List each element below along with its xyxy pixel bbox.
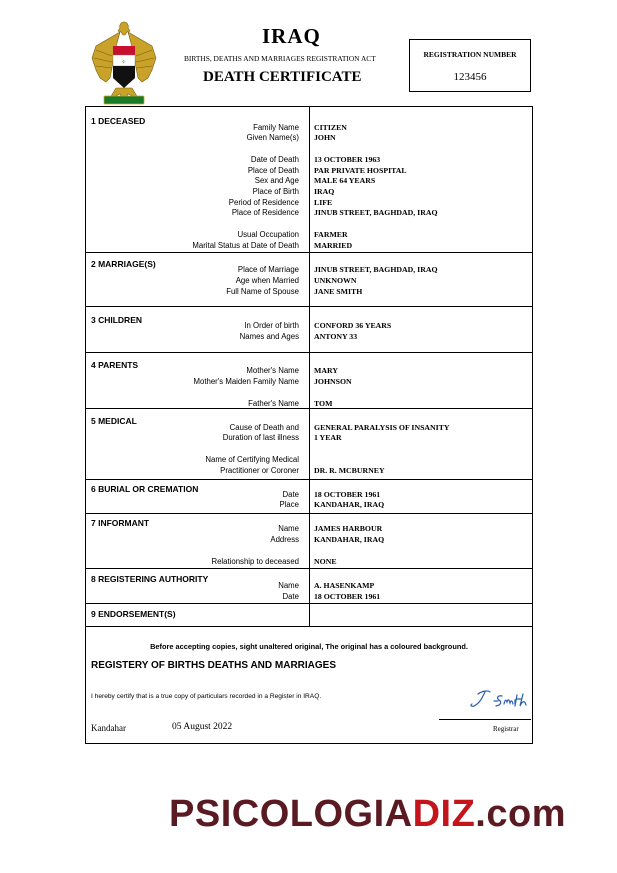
registrar-label: Registrar xyxy=(493,725,519,733)
section-title-informant: 7 INFORMANT xyxy=(91,518,150,528)
field-label: Sex and Age xyxy=(254,176,299,185)
field-label: Family Name xyxy=(253,123,299,132)
field-value: KANDAHAR, IRAQ xyxy=(314,535,385,544)
field-value: JINUB STREET, BAGHDAD, IRAQ xyxy=(314,208,438,217)
certification-text: I hereby certify that is a true copy of particulars recorded in a Register in IRAQ. xyxy=(91,693,322,700)
field-value: MARY xyxy=(314,366,338,375)
field-value: A. HASENKAMP xyxy=(314,581,375,590)
section-title-marriages: 2 MARRIAGE(S) xyxy=(91,259,156,269)
registrar-signature xyxy=(468,688,530,712)
field-label: Usual Occupation xyxy=(237,230,299,239)
field-value: JANE SMITH xyxy=(314,287,363,296)
field-label: In Order of birth xyxy=(244,321,299,330)
field-value: MALE 64 YEARS xyxy=(314,176,376,185)
field-value: PAR PRIVATE HOSPITAL xyxy=(314,166,407,175)
svg-text:☪: ☪ xyxy=(122,59,126,64)
section-title-burial: 6 BURIAL OR CREMATION xyxy=(91,484,199,494)
certificate-title: DEATH CERTIFICATE xyxy=(203,69,362,85)
field-label: Place of Marriage xyxy=(237,265,299,274)
field-value: JINUB STREET, BAGHDAD, IRAQ xyxy=(314,265,438,274)
field-label: Name xyxy=(278,524,299,533)
section-title-registering-authority: 8 REGISTERING AUTHORITY xyxy=(91,574,209,584)
field-label: Date of Death xyxy=(250,155,299,164)
section-title-medical: 5 MEDICAL xyxy=(91,416,137,426)
section-divider xyxy=(86,568,532,569)
field-value: JAMES HARBOUR xyxy=(314,524,383,533)
field-label: Relationship to deceased xyxy=(211,557,299,566)
certificate-form xyxy=(85,106,533,744)
registration-act: BIRTHS, DEATHS AND MARRIAGES REGISTRATION ACT xyxy=(184,54,376,63)
field-value: MARRIED xyxy=(314,241,353,250)
registry-title: REGISTERY OF BIRTHS DEATHS AND MARRIAGES xyxy=(91,660,337,671)
issue-city: Kandahar xyxy=(91,723,126,733)
field-label: Name of Certifying Medical xyxy=(205,455,299,464)
field-value: JOHNSON xyxy=(314,377,352,386)
field-label: Place of Birth xyxy=(252,187,299,196)
field-value: TOM xyxy=(314,399,333,408)
section-title-deceased: 1 DECEASED xyxy=(91,116,146,126)
field-label: Mother's Maiden Family Name xyxy=(193,377,299,386)
section-divider xyxy=(86,603,532,604)
field-label: Date xyxy=(282,592,299,601)
field-value: JOHN xyxy=(314,133,336,142)
field-label: Given Name(s) xyxy=(246,133,299,142)
section-divider xyxy=(86,626,532,627)
field-value: LIFE xyxy=(314,198,333,207)
section-title-parents: 4 PARENTS xyxy=(91,360,139,370)
field-value: ANTONY 33 xyxy=(314,332,358,341)
field-label: Names and Ages xyxy=(239,332,299,341)
section-title-endorsements: 9 ENDORSEMENT(S) xyxy=(91,609,176,619)
field-label: Father's Name xyxy=(248,399,299,408)
section-divider xyxy=(86,513,532,514)
field-label: Duration of last illness xyxy=(222,433,299,442)
field-value: CONFORD 36 YEARS xyxy=(314,321,392,330)
section-divider xyxy=(86,252,532,253)
field-label: Address xyxy=(270,535,299,544)
field-value: IRAQ xyxy=(314,187,335,196)
field-label: Full Name of Spouse xyxy=(226,287,299,296)
watermark-highlight: DIZ xyxy=(412,793,476,835)
field-label: Practitioner or Coroner xyxy=(220,466,299,475)
column-divider xyxy=(309,107,310,626)
field-label: Marital Status at Date of Death xyxy=(192,241,299,250)
watermark-part: .com xyxy=(475,793,566,835)
field-value: 1 YEAR xyxy=(314,433,342,442)
watermark-text xyxy=(169,793,566,836)
field-label: Name xyxy=(278,581,299,590)
field-value: 18 OCTOBER 1961 xyxy=(314,490,381,499)
field-value: 13 OCTOBER 1963 xyxy=(314,155,381,164)
section-divider xyxy=(86,479,532,480)
field-value: DR. R. MCBURNEY xyxy=(314,466,385,475)
field-label: Place xyxy=(279,500,299,509)
field-label: Cause of Death and xyxy=(229,423,299,432)
field-value: NONE xyxy=(314,557,337,566)
field-value: GENERAL PARALYSIS OF INSANITY xyxy=(314,423,450,432)
section-divider xyxy=(86,408,532,409)
field-label: Mother's Name xyxy=(246,366,299,375)
signature-line xyxy=(439,719,531,720)
field-value: KANDAHAR, IRAQ xyxy=(314,500,385,509)
coat-of-arms-emblem xyxy=(90,18,158,110)
issue-date: 05 August 2022 xyxy=(172,722,233,732)
field-value: CITIZEN xyxy=(314,123,347,132)
watermark-part: PSICOLOGIA xyxy=(169,793,413,835)
field-value: UNKNOWN xyxy=(314,276,357,285)
field-label: Place of Residence xyxy=(231,208,299,217)
field-value: FARMER xyxy=(314,230,348,239)
field-label: Date xyxy=(282,490,299,499)
field-label: Period of Residence xyxy=(228,198,299,207)
field-label: Age when Married xyxy=(235,276,299,285)
section-title-children: 3 CHILDREN xyxy=(91,315,143,325)
registration-number-value: 123456 xyxy=(453,71,487,83)
field-value: 18 OCTOBER 1961 xyxy=(314,592,381,601)
registration-number-box xyxy=(409,39,531,92)
section-divider xyxy=(86,352,532,353)
country-title: IRAQ xyxy=(262,24,321,48)
registration-number-label: REGISTRATION NUMBER xyxy=(423,50,517,59)
field-label: Place of Death xyxy=(247,166,299,175)
section-divider xyxy=(86,306,532,307)
copy-notice: Before accepting copies, sight unaltered original, The original has a coloured background. xyxy=(150,642,468,651)
